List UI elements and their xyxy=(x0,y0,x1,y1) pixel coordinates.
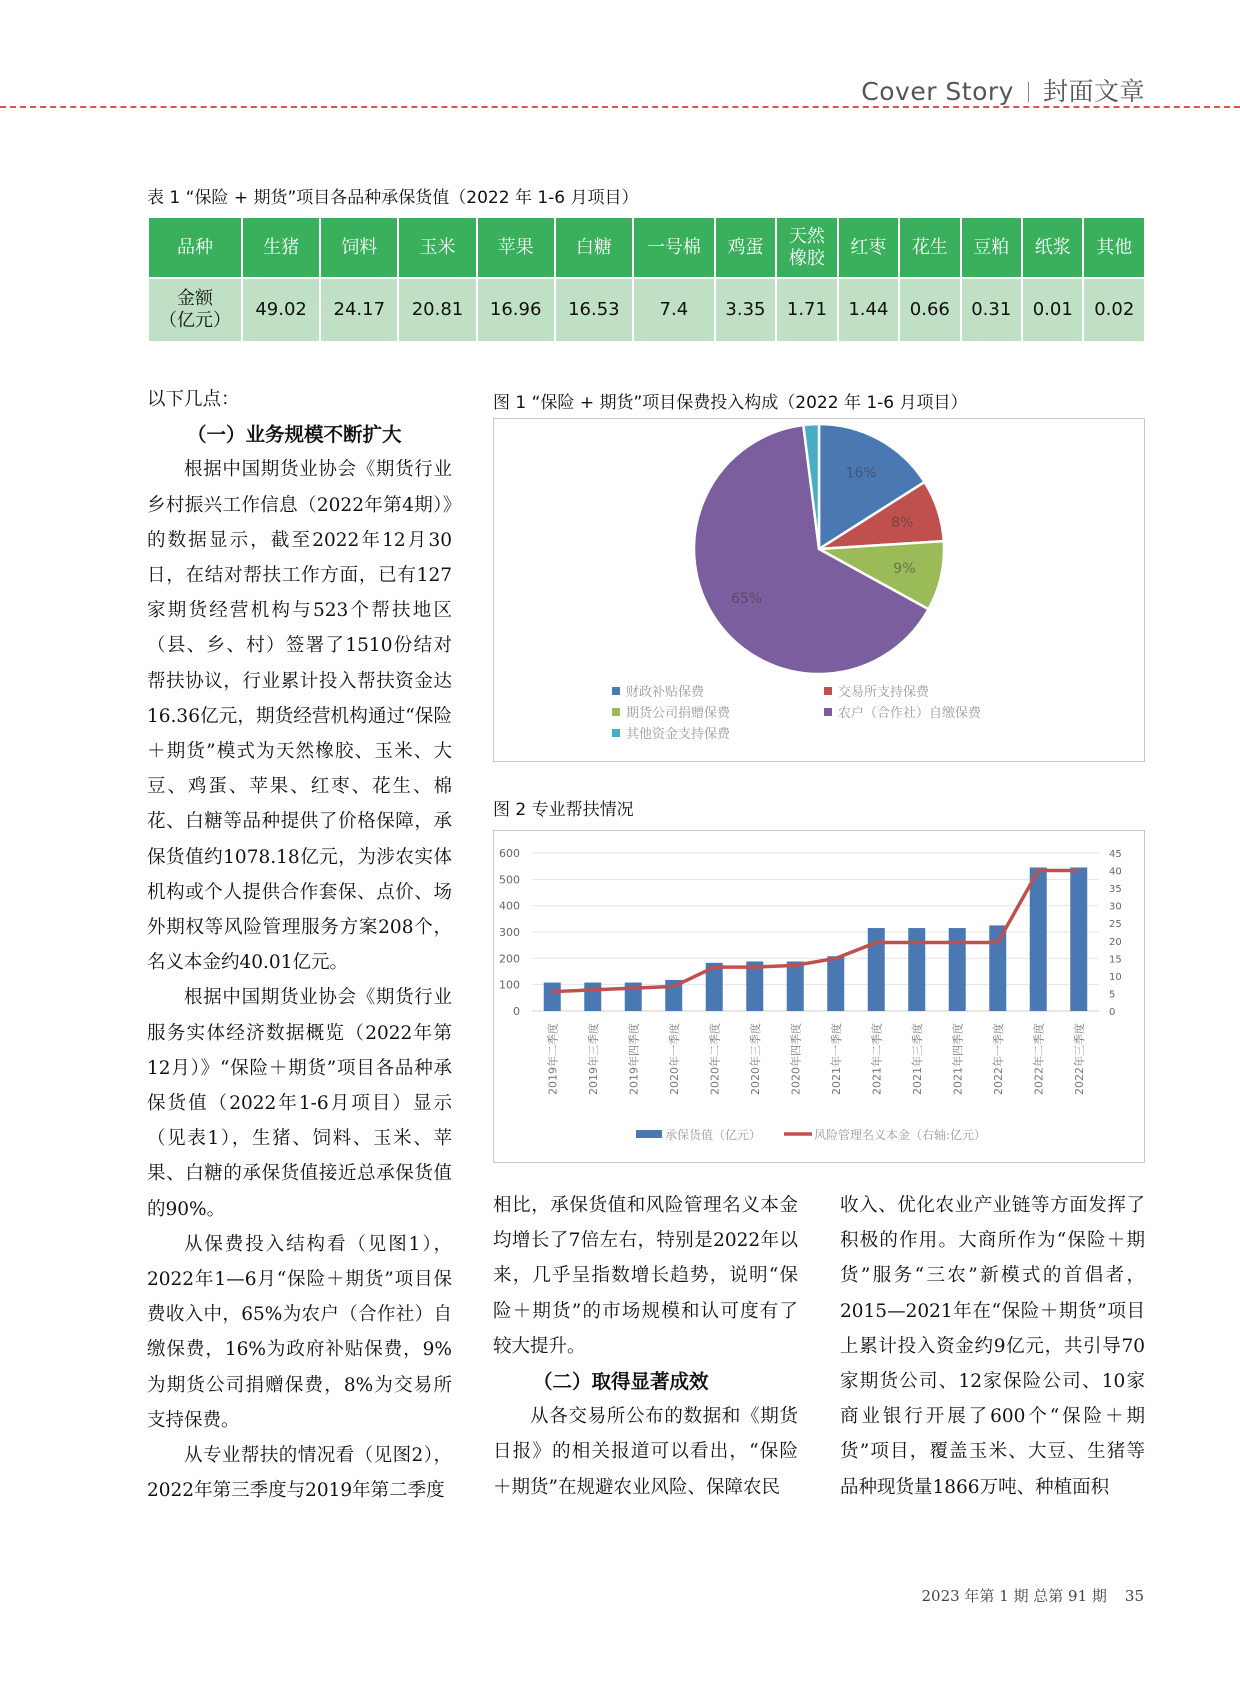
pie-data-label: 9% xyxy=(893,561,916,578)
bar xyxy=(787,961,804,1011)
section-label xyxy=(861,72,1145,108)
table-cell-value: 0.01 xyxy=(1022,278,1083,342)
bar xyxy=(1070,867,1087,1011)
table-header-cell xyxy=(776,217,837,278)
x-tick-label: 2021年二季度 xyxy=(870,1023,884,1095)
bar xyxy=(584,983,601,1011)
section-en: Cover Story xyxy=(861,77,1014,106)
y-left-tick-label: 500 xyxy=(499,873,520,887)
x-tick-label: 2020年四季度 xyxy=(789,1023,803,1095)
y-right-tick-label: 40 xyxy=(1109,866,1122,878)
legend-item xyxy=(612,702,730,721)
article-column-3 xyxy=(840,1188,1145,1505)
paragraph: 从保费投入结构看（见图1），2022年1—6月“保险＋期货”项目保费收入中，65%为农户（合作社）自缴保费，16%为政府补贴保费，9%为期货公司捐赠保费，8%为交易所支持保费。 xyxy=(147,1233,452,1431)
x-tick-label: 2021年四季度 xyxy=(951,1023,965,1095)
table-cell-value: 49.02 xyxy=(242,278,320,342)
legend-label-bar: 承保货值（亿元） xyxy=(665,1128,762,1142)
legend-label: 期货公司捐赠保费 xyxy=(626,706,731,721)
x-tick-label: 2020年一季度 xyxy=(667,1023,681,1095)
legend-swatch xyxy=(824,687,832,695)
legend-swatch xyxy=(612,708,620,716)
bar xyxy=(949,928,966,1011)
table-header-cell: 一号棉 xyxy=(633,217,715,278)
bar xyxy=(989,925,1006,1011)
paragraph: 相比，承保货值和风险管理名义本金均增长了7倍左右，特别是2022年以来，几乎呈指数增长趋势，说明“保险＋期货”的市场规模和认可度有了较大提升。 xyxy=(493,1195,798,1357)
article-column-1 xyxy=(147,382,452,1509)
table-cell-value: 3.35 xyxy=(715,278,776,342)
table-cell-value: 16.96 xyxy=(477,278,555,342)
header-divider xyxy=(1028,82,1029,102)
paragraph: 根据中国期货业协会《期货行业乡村振兴工作信息（2022年第4期）》的数据显示，截至2022年12月30日，在结对帮扶工作方面，已有127家期货经营机构与523个帮扶地区（县、乡、村）签署了1510份结对帮扶协议，行业累计投入帮扶资金达16.36亿元，期货经营机构通过“保险＋期货”模式为天然橡胶、玉米、大豆、鸡蛋、苹果、红枣、花生、棉花、白糖等品种提供了价格保障，承保货值约1078.18亿元，为涉农实体机构或个人提供合作套保、点价、场外期权等风险管理服务方案208个，名义本金约40.01亿元。 xyxy=(147,459,452,974)
paragraph: 收入、优化农业产业链等方面发挥了积极的作用。大商所作为“保险＋期货”服务“三农”新模式的首倡者，2015—2021年在“保险＋期货”项目上累计投入资金约9亿元，共引导70家期货公司、12家保险公司、10家商业银行开展了600个“保险＋期货”项目，覆盖玉米、大豆、生猪等品种现货量1866万吨、种植面积 xyxy=(840,1195,1145,1498)
table-cell-value: 7.4 xyxy=(633,278,715,342)
legend-swatch xyxy=(612,729,620,737)
table-header-cell: 纸浆 xyxy=(1022,217,1083,278)
table-header-cell: 饲料 xyxy=(320,217,398,278)
x-tick-label: 2019年四季度 xyxy=(627,1023,641,1095)
section-cn: 封面文章 xyxy=(1042,77,1145,106)
pie-data-label: 65% xyxy=(731,591,763,608)
row-label-line1: 金额 xyxy=(177,288,213,309)
legend-label: 交易所支持保费 xyxy=(838,685,930,700)
paragraph: 根据中国期货业协会《期货行业服务实体经济数据概览（2022年第12月）》“保险＋期货”项目各品种承保货值（2022年1-6月项目）显示（见表1），生猪、饲料、玉米、苹果、白糖的承保货值接近总承保货值的90%。 xyxy=(147,987,452,1220)
issue-info: 2023 年第 1 期 总第 91 期 xyxy=(921,1587,1107,1605)
legend-label: 农户（合作社）自缴保费 xyxy=(838,706,982,721)
x-tick-label: 2022年二季度 xyxy=(1032,1023,1046,1095)
pie-chart-svg xyxy=(494,419,1146,763)
section-heading: （二）取得显著成效 xyxy=(533,1370,709,1394)
running-header xyxy=(0,68,1240,108)
y-right-tick-label: 30 xyxy=(1109,901,1122,913)
y-left-tick-label: 200 xyxy=(499,952,520,966)
paragraph: 从专业帮扶的情况看（见图2），2022年第三季度与2019年第二季度 xyxy=(147,1445,452,1502)
figure2-title: 图 2 专业帮扶情况 xyxy=(493,800,634,820)
bar xyxy=(868,928,885,1011)
table-title: 表 1 “保险 + 期货”项目各品种承保货值（2022 年 1-6 月项目） xyxy=(147,188,639,208)
page-number: 35 xyxy=(1124,1587,1144,1605)
legend-swatch-bar xyxy=(636,1130,662,1138)
table-cell-value: 0.02 xyxy=(1083,278,1145,342)
table-row-label xyxy=(148,278,242,342)
table-cell-value: 0.31 xyxy=(961,278,1022,342)
header-line: 天然 xyxy=(788,225,825,247)
table-cell-value: 24.17 xyxy=(320,278,398,342)
legend-label: 其他资金支持保费 xyxy=(626,727,731,742)
table-header-cell: 红枣 xyxy=(838,217,899,278)
x-tick-label: 2020年三季度 xyxy=(748,1023,762,1095)
x-tick-label: 2021年三季度 xyxy=(910,1023,924,1095)
x-tick-label: 2022年一季度 xyxy=(991,1023,1005,1095)
header-dashed-rule xyxy=(0,106,1240,108)
legend-label: 财政补贴保费 xyxy=(626,685,705,700)
y-right-tick-label: 45 xyxy=(1109,849,1122,860)
x-tick-label: 2022年三季度 xyxy=(1072,1023,1086,1095)
page-footer xyxy=(921,1585,1144,1606)
section-heading: （一）业务规模不断扩大 xyxy=(187,423,402,447)
legend-swatch xyxy=(612,687,620,695)
figure1-pie-chart xyxy=(493,418,1145,762)
y-left-tick-label: 0 xyxy=(513,1005,520,1018)
y-right-tick-label: 15 xyxy=(1109,954,1122,966)
table-header-cell: 豆粕 xyxy=(961,217,1022,278)
bar xyxy=(827,956,844,1011)
bar xyxy=(544,983,561,1011)
x-tick-label: 2019年二季度 xyxy=(546,1023,560,1095)
table-cell-value: 1.44 xyxy=(838,278,899,342)
figure1-title: 图 1 “保险 + 期货”项目保费投入构成（2022 年 1-6 月项目） xyxy=(493,393,968,413)
legend-label-line: 风险管理名义本金（右轴:亿元） xyxy=(814,1128,987,1142)
y-right-tick-label: 5 xyxy=(1109,989,1116,1001)
table-cell-value: 16.53 xyxy=(555,278,633,342)
article-column-2 xyxy=(493,1188,798,1505)
bar xyxy=(746,961,763,1011)
table-cell-value: 1.71 xyxy=(776,278,837,342)
table-header-cell: 苹果 xyxy=(477,217,555,278)
header-line: 橡胶 xyxy=(788,247,825,269)
y-left-tick-label: 400 xyxy=(499,899,520,913)
paragraph: 以下几点： xyxy=(147,389,240,410)
table-header-cell: 花生 xyxy=(899,217,960,278)
table-header-cell: 玉米 xyxy=(398,217,476,278)
legend-item xyxy=(612,723,730,742)
y-right-tick-label: 25 xyxy=(1109,919,1122,931)
y-right-tick-label: 10 xyxy=(1109,971,1122,983)
table-header-cell: 生猪 xyxy=(242,217,320,278)
table-header-label: 品种 xyxy=(148,217,242,278)
table-header-row xyxy=(148,217,1145,278)
bar xyxy=(1030,867,1047,1011)
table-header-cell: 鸡蛋 xyxy=(715,217,776,278)
table-row xyxy=(148,278,1145,342)
variety-value-table xyxy=(147,216,1146,343)
legend-item xyxy=(824,702,981,721)
y-left-tick-label: 600 xyxy=(499,847,520,860)
x-tick-label: 2021年一季度 xyxy=(829,1023,843,1095)
figure2-combo-chart xyxy=(493,830,1145,1163)
y-left-tick-label: 100 xyxy=(499,978,520,992)
paragraph: 从各交易所公布的数据和《期货日报》的相关报道可以看出，“保险＋期货”在规避农业风险、保障农民 xyxy=(493,1406,798,1498)
pie-data-label: 16% xyxy=(845,465,877,482)
legend-item xyxy=(824,681,929,700)
table-header-cell: 其他 xyxy=(1083,217,1145,278)
x-tick-label: 2020年二季度 xyxy=(708,1023,722,1095)
y-right-tick-label: 0 xyxy=(1109,1007,1116,1018)
legend-item xyxy=(612,681,704,700)
row-label-line2: （亿元） xyxy=(159,310,231,331)
x-tick-label: 2019年三季度 xyxy=(586,1023,600,1095)
y-left-tick-label: 300 xyxy=(499,926,520,939)
y-right-tick-label: 20 xyxy=(1109,936,1122,948)
table-cell-value: 0.66 xyxy=(899,278,960,342)
table-cell-value: 20.81 xyxy=(398,278,476,342)
bar-line-chart-svg xyxy=(494,831,1146,1164)
legend-swatch xyxy=(824,708,832,716)
pie-data-label: 8% xyxy=(891,514,914,531)
bar xyxy=(908,928,925,1011)
y-right-tick-label: 35 xyxy=(1109,884,1122,896)
table-header-cell: 白糖 xyxy=(555,217,633,278)
